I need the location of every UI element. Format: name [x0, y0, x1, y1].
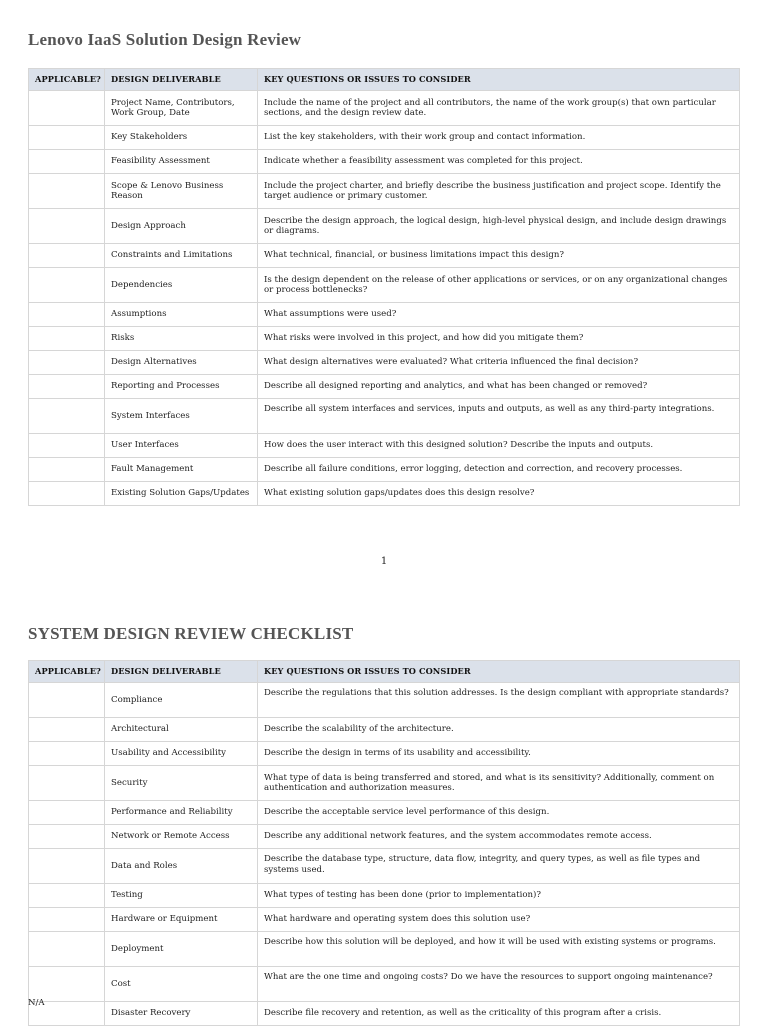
question-cell: Include the project charter, and briefly describe the business justification and project scope. Identify the target audience or primary customer.	[258, 174, 740, 209]
question-cell: Include the name of the project and all contributors, the name of the work group(s) that own particular sections, and the design review date.	[258, 91, 740, 126]
question-cell: What types of testing has been done (prior to implementation)?	[258, 884, 740, 908]
question-cell: Describe the regulations that this solution addresses. Is the design compliant with appropriate standards?	[258, 683, 740, 718]
deliverable-cell: Fault Management	[105, 458, 258, 482]
applicable-cell[interactable]	[29, 908, 105, 932]
applicable-cell[interactable]	[29, 766, 105, 801]
table-row	[29, 126, 740, 150]
deliverable-cell: Usability and Accessibility	[105, 742, 258, 766]
question-cell: What hardware and operating system does this solution use?	[258, 908, 740, 932]
applicable-cell[interactable]	[29, 825, 105, 849]
applicable-cell[interactable]	[29, 209, 105, 244]
applicable-cell[interactable]	[29, 244, 105, 268]
table-row	[29, 932, 740, 967]
applicable-cell[interactable]	[29, 268, 105, 303]
applicable-cell[interactable]	[29, 351, 105, 375]
col-deliverable-header: DESIGN DELIVERABLE	[105, 69, 258, 91]
question-cell: How does the user interact with this designed solution? Describe the inputs and outputs.	[258, 434, 740, 458]
table-row	[29, 174, 740, 209]
deliverable-cell: Architectural	[105, 718, 258, 742]
table-row	[29, 458, 740, 482]
deliverable-cell: Design Alternatives	[105, 351, 258, 375]
deliverable-cell: Hardware or Equipment	[105, 908, 258, 932]
question-cell: Is the design dependent on the release of other applications or services, or on any organizational changes or process bottlenecks?	[258, 268, 740, 303]
section-system-checklist	[28, 592, 740, 1026]
col-questions-header: KEY QUESTIONS OR ISSUES TO CONSIDER	[258, 69, 740, 91]
table-row	[29, 209, 740, 244]
table-row	[29, 1002, 740, 1026]
applicable-cell[interactable]	[29, 482, 105, 506]
table-row	[29, 91, 740, 126]
question-cell: Describe the acceptable service level performance of this design.	[258, 801, 740, 825]
deliverable-cell: Testing	[105, 884, 258, 908]
deliverable-cell: Disaster Recovery	[105, 1002, 258, 1026]
table-row	[29, 399, 740, 434]
deliverable-cell: Dependencies	[105, 268, 258, 303]
table-row	[29, 718, 740, 742]
deliverable-cell: Design Approach	[105, 209, 258, 244]
deliverable-cell: Compliance	[105, 683, 258, 718]
col-applicable-header: APPLICABLE?	[29, 661, 105, 683]
question-cell: Describe the design approach, the logical design, high-level physical design, and include design drawings or diagrams.	[258, 209, 740, 244]
applicable-cell[interactable]	[29, 849, 105, 884]
table-row	[29, 327, 740, 351]
applicable-cell[interactable]	[29, 327, 105, 351]
applicable-cell[interactable]	[29, 303, 105, 327]
table-row	[29, 375, 740, 399]
section-design-review	[28, 0, 740, 506]
table-row	[29, 482, 740, 506]
table-header-row	[29, 69, 740, 91]
table-row	[29, 268, 740, 303]
question-cell: What existing solution gaps/updates does this design resolve?	[258, 482, 740, 506]
applicable-cell[interactable]	[29, 932, 105, 967]
deliverable-cell: Project Name, Contributors, Work Group, Date	[105, 91, 258, 126]
table-row	[29, 742, 740, 766]
applicable-cell[interactable]	[29, 683, 105, 718]
applicable-cell[interactable]	[29, 718, 105, 742]
applicable-cell[interactable]	[29, 434, 105, 458]
col-questions-header: KEY QUESTIONS OR ISSUES TO CONSIDER	[258, 661, 740, 683]
table-header-row	[29, 661, 740, 683]
deliverable-cell: Risks	[105, 327, 258, 351]
question-cell: What technical, financial, or business limitations impact this design?	[258, 244, 740, 268]
table-row	[29, 967, 740, 1002]
deliverable-cell: Feasibility Assessment	[105, 150, 258, 174]
table-row	[29, 303, 740, 327]
applicable-cell[interactable]	[29, 174, 105, 209]
deliverable-cell: Cost	[105, 967, 258, 1002]
deliverable-cell: System Interfaces	[105, 399, 258, 434]
table-row	[29, 801, 740, 825]
question-cell: Describe all system interfaces and services, inputs and outputs, as well as any third-party integrations.	[258, 399, 740, 434]
deliverable-cell: Security	[105, 766, 258, 801]
applicable-cell[interactable]	[29, 884, 105, 908]
checklist-table	[28, 660, 740, 1026]
question-cell: Describe how this solution will be deployed, and how it will be used with existing systems or programs.	[258, 932, 740, 967]
applicable-cell[interactable]	[29, 91, 105, 126]
applicable-cell[interactable]	[29, 399, 105, 434]
deliverable-cell: Key Stakeholders	[105, 126, 258, 150]
question-cell: Indicate whether a feasibility assessment was completed for this project.	[258, 150, 740, 174]
deliverable-cell: Network or Remote Access	[105, 825, 258, 849]
question-cell: Describe the design in terms of its usability and accessibility.	[258, 742, 740, 766]
table-row	[29, 766, 740, 801]
question-cell: What are the one time and ongoing costs? Do we have the resources to support ongoing maintenance?	[258, 967, 740, 1002]
applicable-cell[interactable]	[29, 150, 105, 174]
na-label: N/A	[28, 998, 45, 1008]
page-number: 1	[380, 556, 388, 567]
question-cell: Describe file recovery and retention, as well as the criticality of this program after a crisis.	[258, 1002, 740, 1026]
question-cell: Describe the scalability of the architecture.	[258, 718, 740, 742]
applicable-cell[interactable]	[29, 126, 105, 150]
table-row	[29, 884, 740, 908]
deliverable-cell: User Interfaces	[105, 434, 258, 458]
deliverable-cell: Reporting and Processes	[105, 375, 258, 399]
table-row	[29, 683, 740, 718]
question-cell: Describe any additional network features, and the system accommodates remote access.	[258, 825, 740, 849]
table-row	[29, 825, 740, 849]
page-title: Lenovo IaaS Solution Design Review	[28, 30, 302, 49]
table-row	[29, 908, 740, 932]
question-cell: List the key stakeholders, with their work group and contact information.	[258, 126, 740, 150]
deliverable-cell: Assumptions	[105, 303, 258, 327]
design-review-table	[28, 68, 740, 506]
table-row	[29, 244, 740, 268]
applicable-cell[interactable]	[29, 742, 105, 766]
table-row	[29, 150, 740, 174]
question-cell: What risks were involved in this project, and how did you mitigate them?	[258, 327, 740, 351]
table-row	[29, 351, 740, 375]
deliverable-cell: Performance and Reliability	[105, 801, 258, 825]
deliverable-cell: Constraints and Limitations	[105, 244, 258, 268]
applicable-cell[interactable]	[29, 458, 105, 482]
question-cell: Describe the database type, structure, data flow, integrity, and query types, as well as file types and systems used.	[258, 849, 740, 884]
col-deliverable-header: DESIGN DELIVERABLE	[105, 661, 258, 683]
applicable-cell[interactable]	[29, 967, 105, 1002]
deliverable-cell: Scope & Lenovo Business Reason	[105, 174, 258, 209]
question-cell: What assumptions were used?	[258, 303, 740, 327]
col-applicable-header: APPLICABLE?	[29, 69, 105, 91]
question-cell: Describe all failure conditions, error logging, detection and correction, and recovery processes.	[258, 458, 740, 482]
table-row	[29, 849, 740, 884]
checklist-title: SYSTEM DESIGN REVIEW CHECKLIST	[28, 624, 354, 643]
deliverable-cell: Deployment	[105, 932, 258, 967]
applicable-cell[interactable]	[29, 375, 105, 399]
applicable-cell[interactable]	[29, 801, 105, 825]
question-cell: What design alternatives were evaluated? What criteria influenced the final decision?	[258, 351, 740, 375]
deliverable-cell: Existing Solution Gaps/Updates	[105, 482, 258, 506]
question-cell: Describe all designed reporting and analytics, and what has been changed or removed?	[258, 375, 740, 399]
question-cell: What type of data is being transferred and stored, and what is its sensitivity? Additionally, comment on authentication and authorization measures.	[258, 766, 740, 801]
table-row	[29, 434, 740, 458]
deliverable-cell: Data and Roles	[105, 849, 258, 884]
